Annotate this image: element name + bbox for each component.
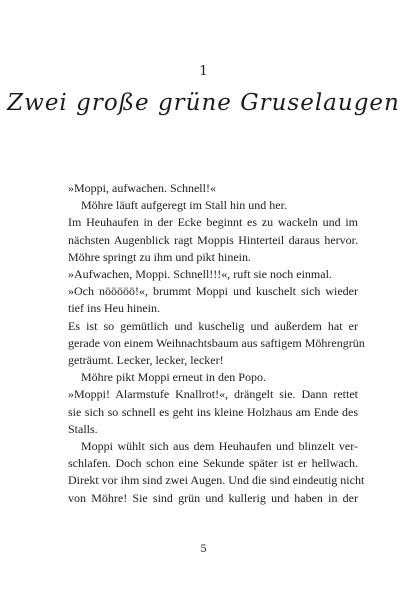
page-number: 5 (200, 544, 207, 555)
chapter-number: 1 (199, 64, 208, 79)
text-line: Möhre pikt Moppi erneut in den Popo. (81, 370, 266, 385)
text-line: von Möhre! Sie sind grün und kullerig und haben in der (68, 490, 358, 505)
text-line: schlafen. Doch schon eine Sekunde später ist er hellwach. (68, 456, 358, 471)
text-line: Direkt vor ihm sind zwei Augen. Und die sind eindeutig nicht (68, 473, 365, 488)
text-line: Im Heuhaufen in der Ecke beginnt es zu wackeln und im (68, 215, 358, 230)
text-line: nächsten Augenblick ragt Moppis Hinterteil daraus hervor. (68, 232, 358, 247)
text-line: »Och nööööö!«, brummt Moppi und kuschelt sich wieder (68, 284, 358, 299)
chapter-title: Zwei große grüne Gruselaugen (7, 90, 400, 116)
text-line: Möhre springt zu ihm und pikt hinein. (68, 249, 251, 264)
text-line: tief ins Heu hinein. (68, 301, 160, 316)
text-line: Möhre läuft aufgeregt im Stall hin und her. (81, 198, 287, 213)
text-line: sie sich so schnell es geht ins kleine Holzhaus am Ende des (68, 404, 358, 419)
text-line: Moppi wühlt sich aus dem Heuhaufen und blinzelt ver- (81, 439, 358, 454)
text-line: geträumt. Lecker, lecker, lecker! (68, 353, 224, 368)
text-line: gerade von einem Weihnachtsbaum aus saftigem Möhrengrün (68, 335, 365, 350)
text-line: Es ist so gemütlich und kuschelig und außerdem hat er (68, 318, 358, 333)
text-line: »Aufwachen, Moppi. Schnell!!!«, ruft sie noch einmal. (68, 267, 332, 282)
text-line: »Moppi, aufwachen. Schnell!« (68, 181, 216, 195)
chapter-body (68, 180, 365, 507)
text-line: Stalls. (68, 421, 98, 436)
text-line: »Moppi! Alarmstufe Knallrot!«, drängelt sie. Dann rettet (68, 387, 358, 402)
